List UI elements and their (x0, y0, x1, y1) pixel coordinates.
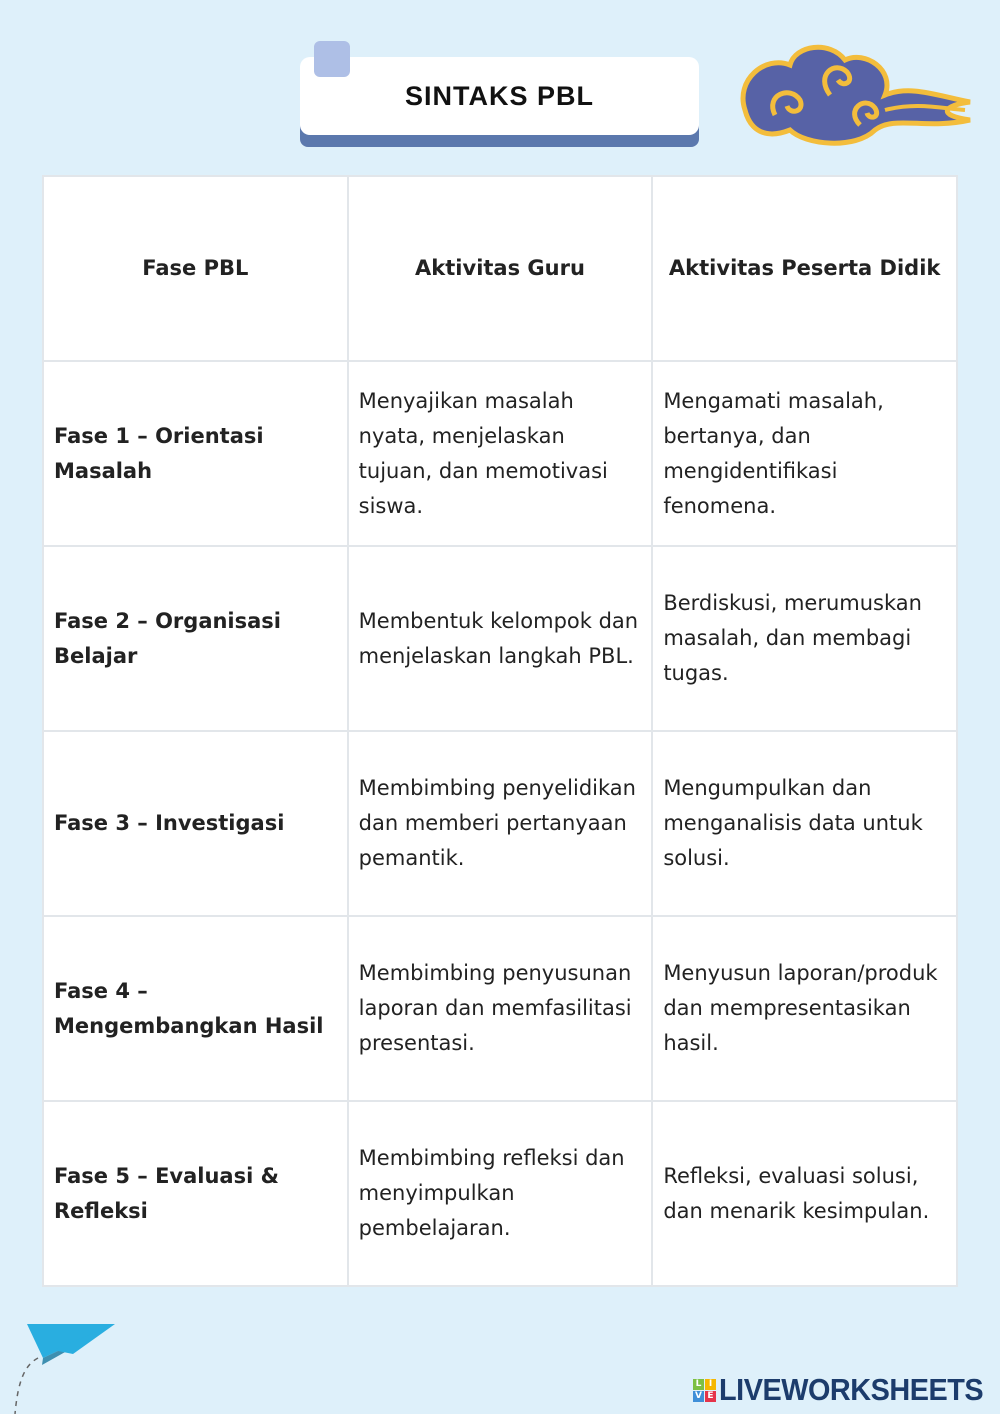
student-cell: Mengumpulkan dan menganalisis data untuk solusi. (652, 731, 957, 916)
page-title: SINTAKS PBL (300, 57, 699, 135)
logo-mark-icon: L I V E (693, 1379, 716, 1402)
student-cell: Menyusun laporan/produk dan mempresentasikan hasil. (652, 916, 957, 1101)
header-student-activity: Aktivitas Peserta Didik (652, 176, 957, 361)
phase-cell: Fase 4 – Mengembangkan Hasil (43, 916, 348, 1101)
header-phase: Fase PBL (43, 176, 348, 361)
teacher-cell: Membimbing penyelidikan dan memberi pertanyaan pemantik. (348, 731, 653, 916)
title-tab-decoration (314, 41, 350, 77)
student-cell: Berdiskusi, merumuskan masalah, dan membagi tugas. (652, 546, 957, 731)
phase-cell: Fase 1 – Orientasi Masalah (43, 361, 348, 546)
header-teacher-activity: Aktivitas Guru (348, 176, 653, 361)
phase-cell: Fase 5 – Evaluasi & Refleksi (43, 1101, 348, 1286)
student-cell: Refleksi, evaluasi solusi, dan menarik kesimpulan. (652, 1101, 957, 1286)
teacher-cell: Membimbing refleksi dan menyimpulkan pembelajaran. (348, 1101, 653, 1286)
table-header-row (43, 176, 957, 361)
table-row (43, 1101, 957, 1286)
pbl-syntax-table (42, 175, 958, 1287)
table-row (43, 916, 957, 1101)
table-row (43, 731, 957, 916)
teacher-cell: Menyajikan masalah nyata, menjelaskan tujuan, dan memotivasi siswa. (348, 361, 653, 546)
title-card (300, 57, 699, 147)
phase-cell: Fase 3 – Investigasi (43, 731, 348, 916)
table-row (43, 546, 957, 731)
teacher-cell: Membentuk kelompok dan menjelaskan langkah PBL. (348, 546, 653, 731)
logo-text: LIVEWORKSHEETS (719, 1372, 984, 1407)
phase-cell: Fase 2 – Organisasi Belajar (43, 546, 348, 731)
paper-plane-icon (10, 1310, 120, 1414)
teacher-cell: Membimbing penyusunan laporan dan memfasilitasi presentasi. (348, 916, 653, 1101)
table-row (43, 361, 957, 546)
liveworksheets-logo (693, 1372, 1000, 1408)
student-cell: Mengamati masalah, bertanya, dan mengidentifikasi fenomena. (652, 361, 957, 546)
cloud-ornament-icon (735, 40, 975, 150)
